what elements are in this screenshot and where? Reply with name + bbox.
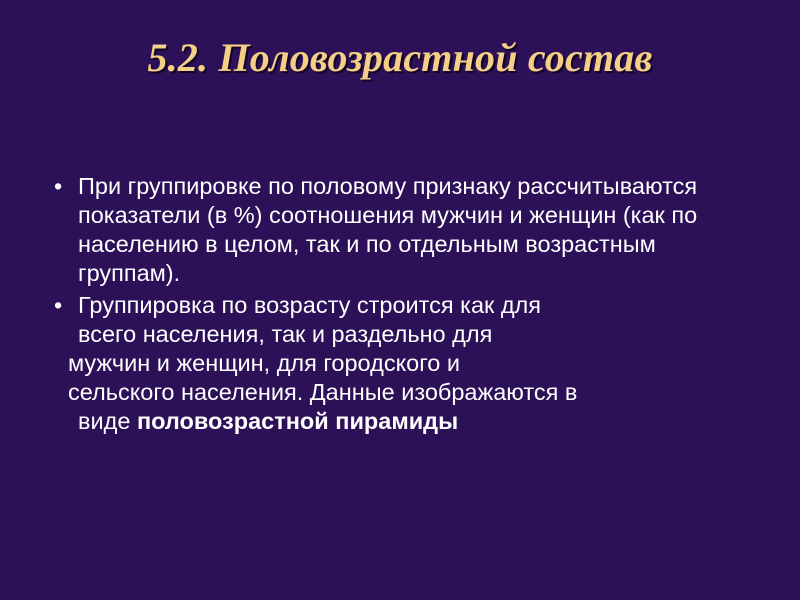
bullet-dot-icon: •	[54, 173, 63, 199]
bullet-text-2-line-5-prefix: виде	[78, 408, 131, 434]
bullet-text-1: При группировке по половому признаку рассчитываются показатели (в %) соотношения мужчин и женщин (как по населению в целом, так и по отдельным возрастным группам).	[78, 173, 698, 286]
bullet-item-1	[44, 172, 764, 288]
bullet-text-2-line-5	[78, 407, 764, 436]
slide-title: 5.2. Половозрастной состав	[147, 35, 653, 80]
bullet-text-2-line-4: сельского населения. Данные изображаются в	[68, 379, 578, 405]
bullet-text-2-line-2: всего населения, так и раздельно для	[78, 321, 493, 347]
bullet-dot-icon: •	[54, 292, 63, 318]
bullet-text-2-line-1: Группировка по возрасту строится как для	[78, 292, 541, 318]
bold-term-half-age-pyramid: половозрастной пирамиды	[136, 408, 459, 434]
bullet-text-2-line-3: мужчин и женщин, для городского и	[68, 350, 460, 376]
slide-content	[44, 172, 764, 439]
bullet-item-2	[44, 291, 764, 436]
